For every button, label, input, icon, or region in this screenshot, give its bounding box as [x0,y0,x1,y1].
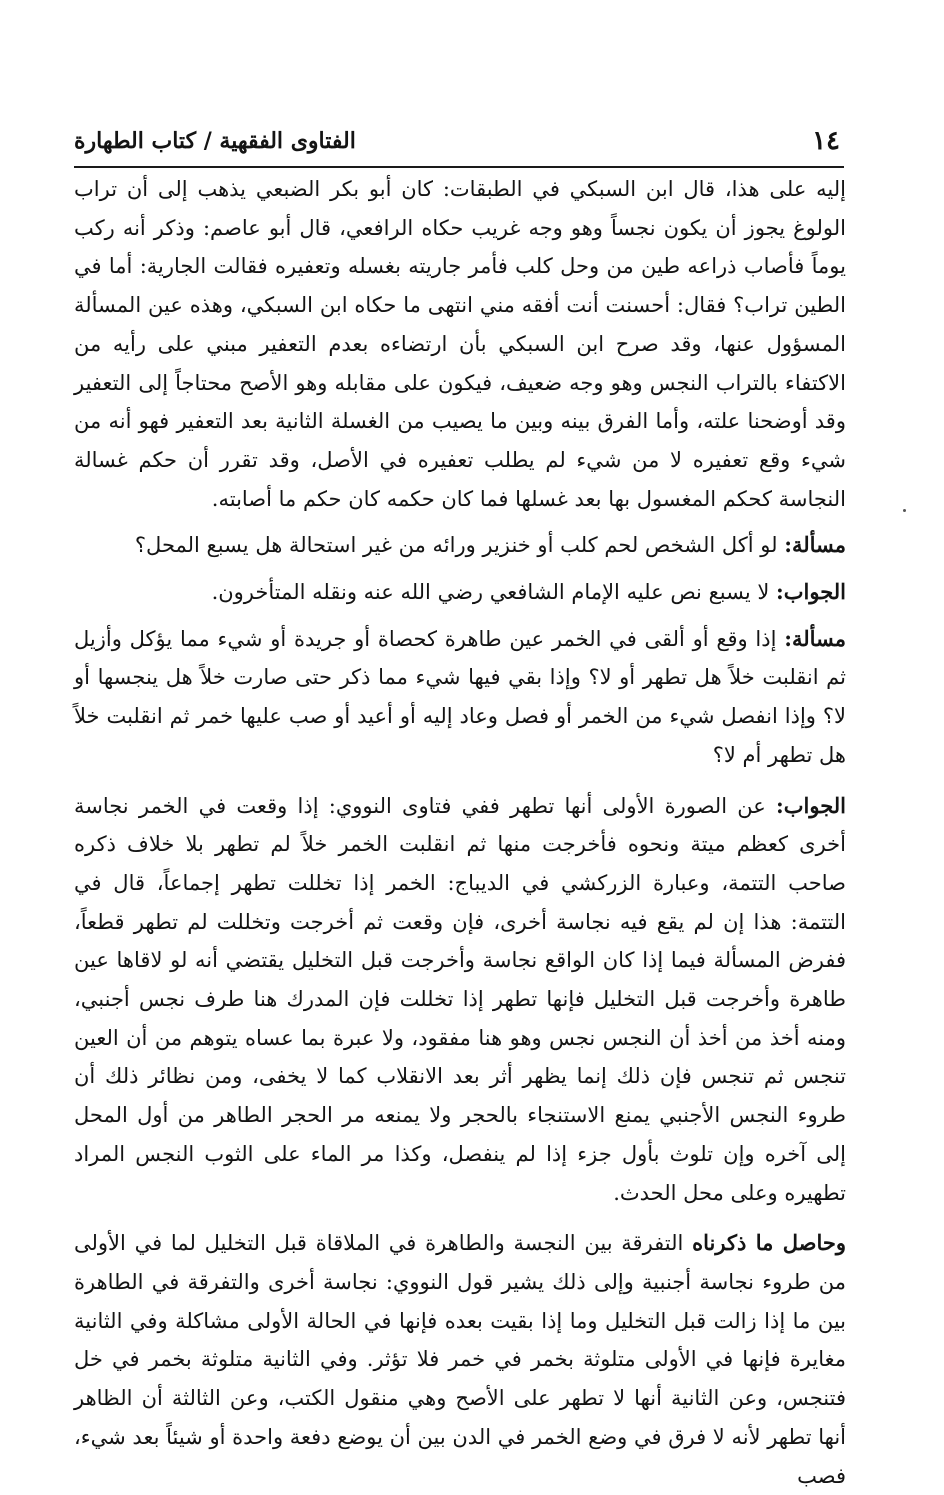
paragraph-label: مسألة: [784,532,846,558]
page-number: ١٤ [812,126,840,156]
header-rule [74,166,844,168]
paragraph-continuation [74,170,846,518]
paragraph-label: الجواب: [776,792,846,818]
page-body [74,170,846,1495]
paragraph-answer [74,573,846,612]
paragraph-question [74,620,846,775]
paragraph-answer [74,787,846,1213]
paragraph-text: إليه على هذا، قال ابن السبكي في الطبقات: كان أبو بكر الضبعي يذهب إلى أن تراب الولوغ يجوز أن يكون نجساً وهو وجه غريب حكاه الرافعي، قال أبو عاصم: وذكر أنه ركب يوماً فأصاب ذراعه طين من وحل كلب فأمر جاريته بغسله وتعفيره فقالت الجارية: أما في الطين تراب؟ فقال: أحسنت أنت أفقه مني انتهى ما حكاه ابن السبكي، وهذه عين المسألة المسؤول عنها، وقد صرح ابن السبكي بأن ارتضاءه بعدم التعفير مبني على رأيه من الاكتفاء بالتراب النجس وهو وجه ضعيف، فيكون على مقابله وهو الأصح محتاجاً إلى التعفير وقد أوضحنا علته، وأما الفرق بينه وبين ما يصيب من الغسلة الثانية بعد التعفير فهو أنه من شيء وقع تعفيره لا من شيء لم يطلب تعفيره في الأصل، وقد تقرر أن حكم غسالة النجاسة كحكم المغسول بها بعد غسلها فما كان حكمه كان حكم ما أصابته. [74,177,846,511]
paragraph-label: وحاصل ما ذكرناه [692,1230,846,1256]
running-title: الفتاوى الفقهية / كتاب الطهارة [74,128,356,154]
page-header [74,124,840,166]
margin-dot [903,509,906,512]
paragraph-question [74,526,846,565]
paragraph-text: لا يسبع نص عليه الإمام الشافعي رضي الله عنه ونقله المتأخرون. [211,580,776,605]
paragraph-text: عن الصورة الأولى أنها تطهر ففي فتاوى النووي: إذا وقعت في الخمر نجاسة أخرى كعظم ميتة ونحوه فأخرجت منها ثم انقلبت الخمر خلاً لم تطهر بلا خلاف ذكره صاحب التتمة، وعبارة الزركشي في الديباج: الخمر إذا تخللت تطهر إجماعاً، قال في التتمة: هذا إن لم يقع فيه نجاسة أخرى، فإن وقعت ثم أخرجت وتخللت لم تطهر قطعاً، ففرض المسألة فيما إذا كان الواقع نجاسة وأخرجت قبل التخليل يقتضي أنه لو لاقاها عين طاهرة وأخرجت قبل التخليل فإنها تطهر إذا تخللت فإن المدرك هنا طرف نجس أجنبي، ومنه أخذ من أخذ أن النجس نجس وهو هنا مفقود، ولا عبرة بما عساه يتوهم من أن العين تنجس ثم تنجس فإن ذلك إنما يظهر أثر بعد الانقلاب كما لا يخفى، ومن نظائر ذلك أن طروء النجس الأجنبي يمنع الاستنجاء بالحجر ولا يمنعه مر الحجر الطاهر من أول المحل إلى آخره وإن تلوث بأول جزء إذا لم ينفصل، وكذا مر الماء على الثوب النجس المراد تطهيره وعلى محل الحدث. [74,793,846,1205]
paragraph-label: الجواب: [776,579,846,605]
paragraph-label: مسألة: [784,625,846,651]
paragraph-text: التفرقة بين النجسة والطاهرة في الملاقاة قبل التخليل لما في الأولى من طروء نجاسة أجنبية وإلى ذلك يشير قول النووي: نجاسة أخرى والتفرقة في الطاهرة بين ما إذا زالت قبل التخليل وما إذا بقيت بعده فإنها في الحالة الأولى مشاكلة وفي الثانية مغايرة فإنها في الأولى متلوثة بخمر في خمر فلا تؤثر. وفي الثانية متلوثة بخمر في خل فتنجس، وعن الثانية أنها لا تطهر على الأصح وهي منقول الكتب، وعن الثالثة أن الظاهر أنها تطهر لأنه لا فرق في وضع الخمر في الدن بين أن يوضع دفعة واحدة أو شيئاً بعد شيء، فصب [74,1231,846,1488]
paragraph-text: إذا وقع أو ألقى في الخمر عين طاهرة كحصاة أو جريدة أو شيء مما يؤكل وأزيل ثم انقلبت خلاً هل تطهر أو لا؟ وإذا بقي فيها شيء مما ذكر حتى صارت خلاً هل ينجسها أو لا؟ وإذا انفصل شيء من الخمر أو فصل وعاد إليه أو أعيد أو صب عليها خمر ثم انقلبت خلاً هل تطهر أم لا؟ [74,626,846,767]
paragraph-text: لو أكل الشخص لحم كلب أو خنزير ورائه من غير استحالة هل يسبع المحل؟ [134,533,785,558]
paragraph-summary [74,1224,846,1495]
